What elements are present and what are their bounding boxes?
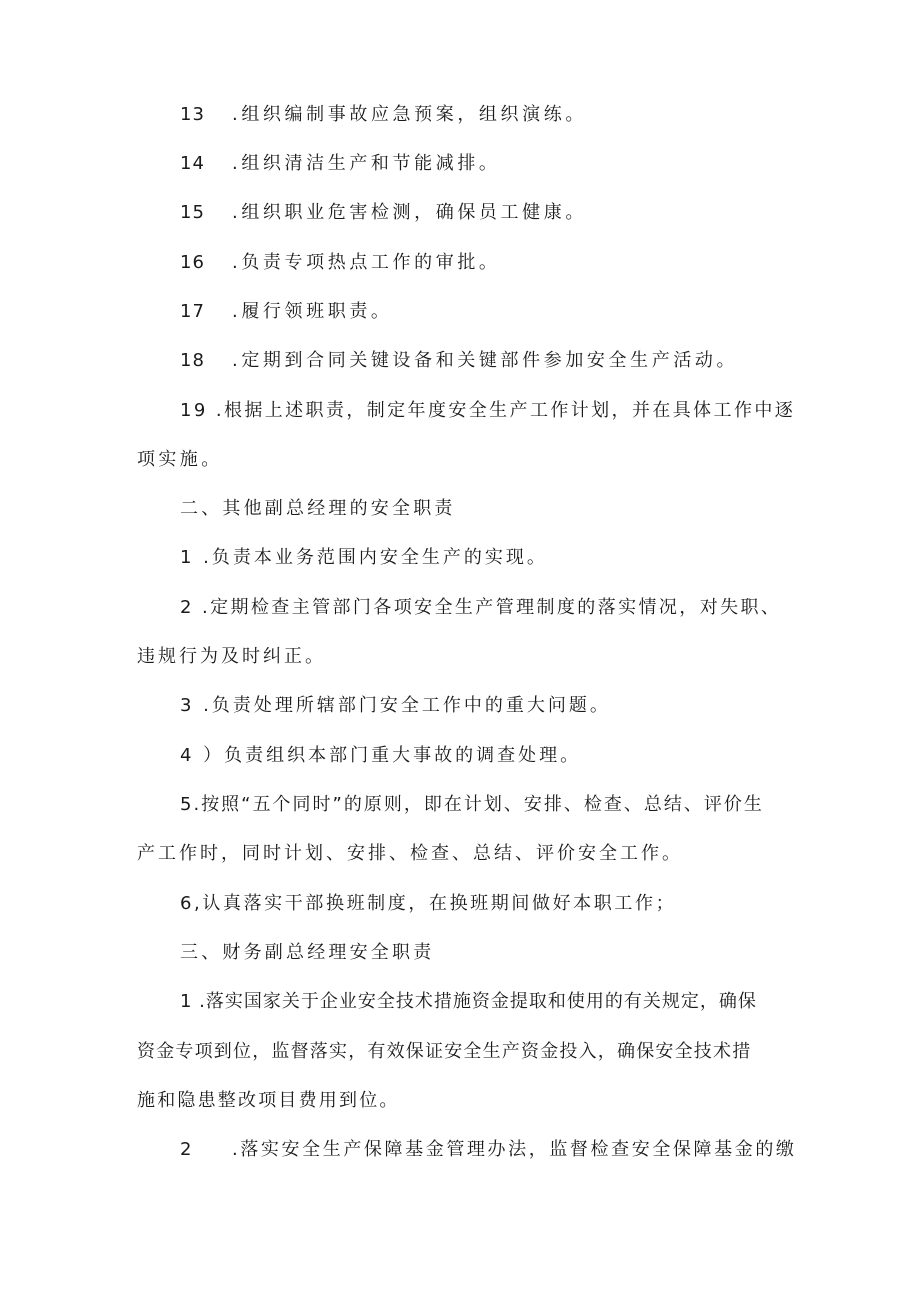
- paragraph-line: 5.按照“五个同时”的原则，即在计划、安排、检查、总结、评价生: [180, 794, 764, 815]
- item-text: .组织职业危害检测，确保员工健康。: [232, 202, 587, 223]
- item-text: .履行领班职责。: [232, 301, 393, 322]
- section2-item-1: 1 .负责本业务范围内安全生产的实现。: [180, 547, 548, 568]
- paragraph-line: 产工作时，同时计划、安排、检查、总结、评价安全工作。: [137, 843, 683, 864]
- item-text: .组织编制事故应急预案，组织演练。: [232, 104, 587, 125]
- section2-item-4: 4 ）负责组织本部门重大事故的调查处理。: [180, 745, 582, 766]
- paragraph-line: 19 .根据上述职责，制定年度安全生产工作计划，并在具体工作中逐: [180, 400, 796, 421]
- item-text: .组织清洁生产和节能减排。: [232, 153, 501, 174]
- paragraph-line: 资金专项到位，监督落实，有效保证安全生产资金投入，确保安全技术措: [137, 1041, 752, 1062]
- item-number: 18: [180, 350, 205, 371]
- item-text: .定期到合同关键设备和关键部件参加安全生产活动。: [232, 350, 739, 371]
- section-heading-3: 三、财务副总经理安全职责: [180, 942, 435, 963]
- section-heading-2: 二、其他副总经理的安全职责: [180, 498, 456, 519]
- item-number: 2: [180, 1139, 193, 1160]
- item-number: 14: [180, 153, 205, 174]
- section2-item-3: 3 .负责处理所辖部门安全工作中的重大问题。: [180, 695, 611, 716]
- item-text: .负责专项热点工作的审批。: [232, 252, 501, 273]
- item-number: 17: [180, 301, 205, 322]
- paragraph-line: 违规行为及时纠正。: [137, 646, 326, 667]
- item-text: .落实安全生产保障基金管理办法，监督检查安全保障基金的缴: [232, 1139, 797, 1160]
- paragraph-line: 项实施。: [137, 449, 223, 470]
- paragraph-line: 1 .落实国家关于企业安全技术措施资金提取和使用的有关规定，确保: [180, 991, 757, 1012]
- item-number: 16: [180, 252, 205, 273]
- section2-item-6: 6,认真落实干部换班制度，在换班期间做好本职工作；: [180, 893, 677, 914]
- item-number: 15: [180, 202, 205, 223]
- paragraph-line: 施和隐患整改项目费用到位。: [137, 1090, 400, 1111]
- paragraph-line: 2 .定期检查主管部门各项安全生产管理制度的落实情况，对失职、: [180, 597, 782, 618]
- item-number: 13: [180, 104, 205, 125]
